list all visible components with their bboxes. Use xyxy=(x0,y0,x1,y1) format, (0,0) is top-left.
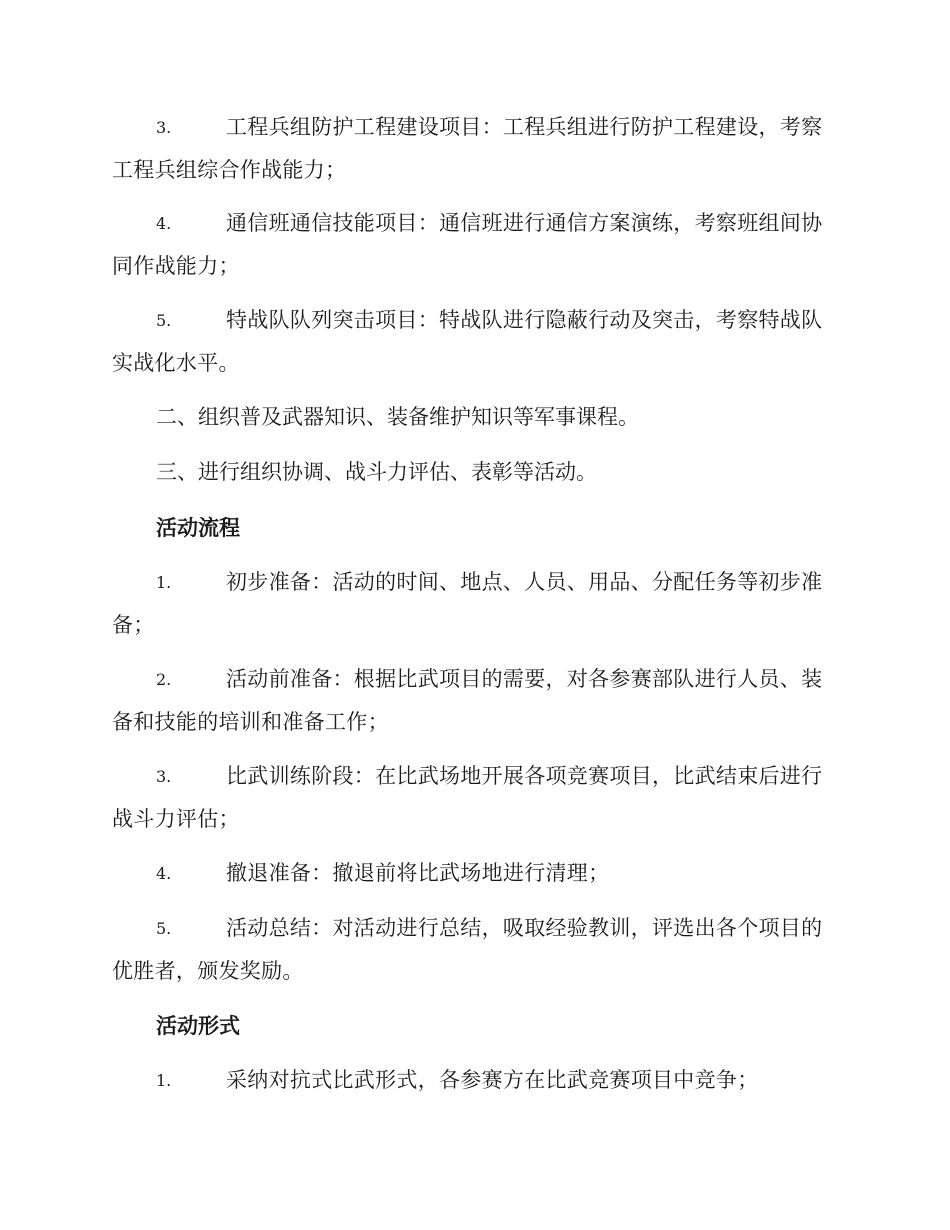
list-text: 活动总结：对活动进行总结，吸取经验教训，评选出各个项目的优胜者，颁发奖励。 xyxy=(112,916,823,983)
list-text: 初步准备：活动的时间、地点、人员、用品、分配任务等初步准备； xyxy=(112,570,823,637)
form-item-1 xyxy=(112,1059,834,1102)
list-text: 通信班通信技能项目：通信班进行通信方案演练，考察班组间协同作战能力； xyxy=(112,211,823,278)
list-number: 3. xyxy=(156,118,172,137)
list-number: 4. xyxy=(156,214,172,233)
list-number: 5. xyxy=(156,919,172,938)
list-text: 撤退准备：撤退前将比武场地进行清理； xyxy=(226,861,610,885)
process-item-4 xyxy=(112,852,834,895)
process-item-3 xyxy=(112,755,834,841)
process-item-1 xyxy=(112,561,834,647)
list-number: 3. xyxy=(156,767,172,786)
list-text: 活动前准备：根据比武项目的需要，对各参赛部队进行人员、装备和技能的培训和准备工作； xyxy=(112,667,823,734)
section-heading-process: 活动流程 xyxy=(156,515,240,540)
list-text: 特战队队列突击项目：特战队进行隐蔽行动及突击，考察特战队实战化水平。 xyxy=(112,308,823,375)
list-text: 工程兵组防护工程建设项目：工程兵组进行防护工程建设，考察工程兵组综合作战能力； xyxy=(112,115,823,182)
list-number: 5. xyxy=(156,311,172,330)
list-text: 比武训练阶段：在比武场地开展各项竞赛项目，比武结束后进行战斗力评估； xyxy=(112,764,823,831)
list-item-engineer xyxy=(112,106,834,192)
paragraph-military-courses: 二、组织普及武器知识、装备维护知识等军事课程。 xyxy=(156,405,639,429)
list-number: 1. xyxy=(156,1071,172,1090)
paragraph-coordination: 三、进行组织协调、战斗力评估、表彰等活动。 xyxy=(156,460,597,484)
process-item-5 xyxy=(112,907,834,993)
section-heading-form: 活动形式 xyxy=(156,1013,240,1038)
list-number: 4. xyxy=(156,864,172,883)
list-number: 1. xyxy=(156,573,172,592)
list-number: 2. xyxy=(156,670,172,689)
process-item-2 xyxy=(112,658,834,744)
list-item-signal xyxy=(112,202,834,288)
list-text: 采纳对抗式比武形式，各参赛方在比武竞赛项目中竞争； xyxy=(226,1068,759,1092)
list-item-special-forces xyxy=(112,299,834,385)
